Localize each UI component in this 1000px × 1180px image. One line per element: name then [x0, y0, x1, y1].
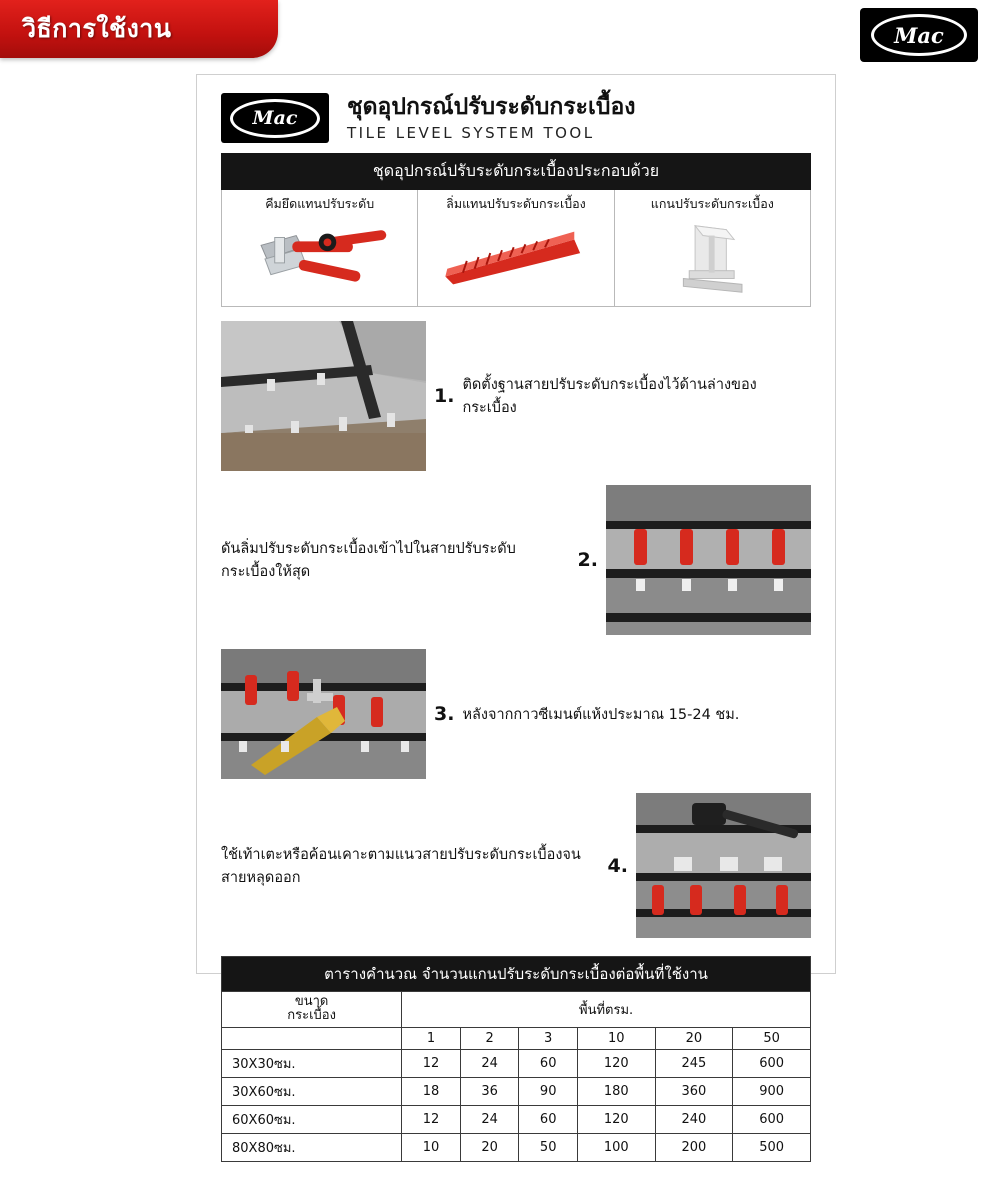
mac-logo-text: Mac — [894, 22, 944, 48]
instruction-sheet — [196, 74, 836, 1156]
step-row-4 — [221, 793, 811, 938]
part-item-wedge — [418, 190, 614, 306]
table-title: ตารางคำนวณ จำนวนแกนปรับระดับกระเบื้องต่อพื้นที่ใช้งาน — [222, 957, 811, 992]
step-4-text: ใช้เท้าเตะหรือค้อนเคาะตามแนวสายปรับระดับกระเบื้องจนสายหลุดออก — [221, 846, 581, 886]
row-2-val-0: 12 — [402, 1105, 461, 1133]
sheet-mac-logo — [221, 93, 329, 143]
step-row-1 — [221, 321, 811, 471]
part-label-pliers: คีมยึดแทนปรับระดับ — [265, 196, 375, 211]
row-0-val-1: 24 — [460, 1049, 519, 1077]
row-0-val-4: 245 — [655, 1049, 733, 1077]
part-label-clip: แกนปรับระดับกระเบื้อง — [650, 196, 774, 211]
row-0-val-0: 12 — [402, 1049, 461, 1077]
table-size-header — [222, 992, 402, 1028]
pliers-icon — [224, 216, 415, 300]
step-row-3 — [221, 649, 811, 779]
sheet-titles — [347, 94, 636, 142]
page-banner — [0, 0, 278, 58]
row-0-val-2: 60 — [519, 1049, 578, 1077]
row-2-val-2: 60 — [519, 1105, 578, 1133]
step-4-number: 4. — [607, 854, 628, 877]
sheet-mac-logo-oval — [230, 99, 320, 138]
row-size-0: 30X30ซม. — [222, 1049, 402, 1077]
step-4-photo — [636, 793, 811, 938]
row-3-val-3: 100 — [578, 1133, 656, 1161]
table-size-header-line1: ขนาด — [294, 994, 329, 1009]
table-row — [222, 1077, 811, 1105]
step-2-number: 2. — [577, 549, 598, 571]
parts-row — [221, 190, 811, 307]
row-1-val-0: 18 — [402, 1077, 461, 1105]
clip-icon — [617, 216, 808, 300]
sheet-title-thai: ชุดอุปกรณ์ปรับระดับกระเบื้อง — [347, 93, 636, 120]
row-size-2: 60X60ซม. — [222, 1105, 402, 1133]
step-2-text: ดันลิ่มปรับระดับกระเบื้องเข้าไปในสายปรับระดับกระเบื้องให้สุด — [221, 541, 516, 580]
step-3-text: หลังจากกาวซีเมนต์แห้งประมาณ 15-24 ชม. — [462, 706, 740, 723]
table-area-blank — [222, 1027, 402, 1049]
row-1-val-1: 36 — [460, 1077, 519, 1105]
step-3-number: 3. — [434, 703, 455, 725]
row-2-val-3: 120 — [578, 1105, 656, 1133]
row-1-val-5: 900 — [733, 1077, 811, 1105]
step-1-photo — [221, 321, 426, 471]
step-2-photo — [606, 485, 811, 635]
mac-brand-logo — [860, 8, 978, 62]
banner-title: วิธีการใช้งาน — [22, 14, 172, 43]
step-1-text: ติดตั้งฐานสายปรับระดับกระเบื้องไว้ด้านล่างของกระเบื้อง — [462, 377, 757, 416]
wedge-icon — [420, 216, 611, 300]
row-2-val-4: 240 — [655, 1105, 733, 1133]
row-1-val-3: 180 — [578, 1077, 656, 1105]
sheet-mac-logo-text: Mac — [252, 107, 298, 129]
table-row — [222, 1105, 811, 1133]
table-area-values-row — [222, 1027, 811, 1049]
row-3-val-5: 500 — [733, 1133, 811, 1161]
row-3-val-4: 200 — [655, 1133, 733, 1161]
table-row — [222, 1133, 811, 1161]
part-item-pliers — [222, 190, 418, 306]
row-3-val-2: 50 — [519, 1133, 578, 1161]
sheet-title-english: TILE LEVEL SYSTEM TOOL — [347, 124, 595, 143]
part-label-wedge: ลิ่มแทนปรับระดับกระเบื้อง — [446, 196, 586, 211]
row-1-val-2: 90 — [519, 1077, 578, 1105]
row-1-val-4: 360 — [655, 1077, 733, 1105]
table-area-6: 50 — [733, 1027, 811, 1049]
table-area-5: 20 — [655, 1027, 733, 1049]
table-title-row — [222, 957, 811, 992]
table-area-header: พื้นที่ตรม. — [402, 992, 811, 1028]
calculation-table-wrapper — [221, 956, 811, 1162]
table-size-header-line2: กระเบื้อง — [287, 1008, 336, 1024]
table-row — [222, 1049, 811, 1077]
row-0-val-5: 600 — [733, 1049, 811, 1077]
parts-header-bar: ชุดอุปกรณ์ปรับระดับกระเบื้องประกอบด้วย — [221, 153, 811, 190]
table-area-1: 1 — [402, 1027, 461, 1049]
row-2-val-1: 24 — [460, 1105, 519, 1133]
table-area-4: 10 — [578, 1027, 656, 1049]
row-0-val-3: 120 — [578, 1049, 656, 1077]
row-3-val-0: 10 — [402, 1133, 461, 1161]
calculation-table — [221, 956, 811, 1162]
step-1-number: 1. — [434, 385, 455, 407]
table-area-3: 3 — [519, 1027, 578, 1049]
row-2-val-5: 600 — [733, 1105, 811, 1133]
table-header-row — [222, 992, 811, 1028]
row-3-val-1: 20 — [460, 1133, 519, 1161]
step-row-2 — [221, 485, 811, 635]
sheet-header — [221, 93, 811, 143]
row-size-1: 30X60ซม. — [222, 1077, 402, 1105]
row-size-3: 80X80ซม. — [222, 1133, 402, 1161]
mac-logo-oval — [871, 14, 967, 56]
table-area-2: 2 — [460, 1027, 519, 1049]
step-3-photo — [221, 649, 426, 779]
part-item-clip — [615, 190, 810, 306]
